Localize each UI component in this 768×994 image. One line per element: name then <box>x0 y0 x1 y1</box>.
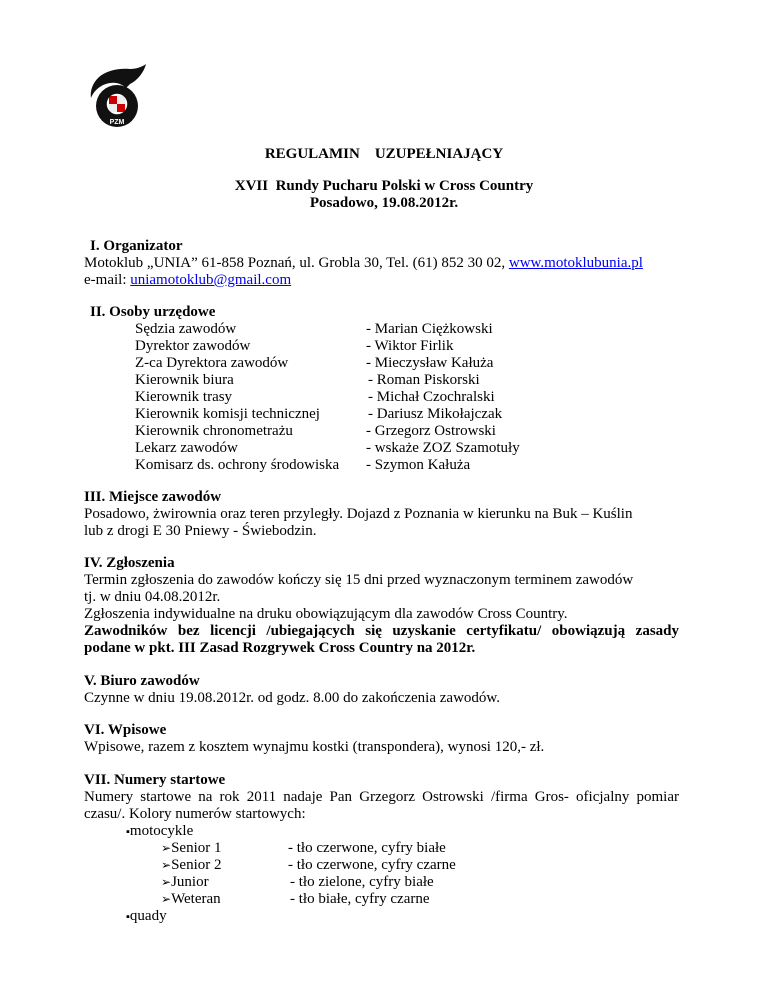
arrow-bullet-icon: ➢ <box>161 858 172 872</box>
document-title: REGULAMIN UZUPEŁNIAJĄCY <box>264 146 504 162</box>
class-item <box>161 891 221 908</box>
class-colors: - tło czerwone, cyfry białe <box>288 840 446 856</box>
official-role: Komisarz ds. ochrony środowiska <box>135 457 340 473</box>
square-bullet-icon: ▪ <box>126 911 130 923</box>
class-item <box>161 840 221 857</box>
official-role: Dyrektor zawodów <box>135 338 251 354</box>
class-item <box>161 857 221 874</box>
square-bullet-icon: ▪ <box>126 826 130 838</box>
document-subtitle: XVII Rundy Pucharu Polski w Cross Country <box>234 178 534 194</box>
section-officials-heading: II. Osoby urzędowe <box>90 304 216 320</box>
group-label: quady <box>129 908 167 924</box>
official-name: - Michał Czochralski <box>368 389 495 405</box>
official-role: Lekarz zawodów <box>135 440 238 456</box>
section-numbers-heading: VII. Numery startowe <box>84 772 226 788</box>
entries-bold-line: podane w pkt. III Zasad Rozgrywek Cross Country na 2012r. <box>84 640 476 656</box>
official-name: - Grzegorz Ostrowski <box>366 423 496 439</box>
class-colors: - tło białe, cyfry czarne <box>290 891 430 907</box>
group-label: motocykle <box>129 823 194 839</box>
arrow-bullet-icon: ➢ <box>161 841 172 855</box>
class-colors: - tło czerwone, cyfry czarne <box>288 857 456 873</box>
official-role: Kierownik biura <box>135 372 234 388</box>
official-name: - Dariusz Mikołajczak <box>368 406 503 422</box>
organizer-address-text: Motoklub „UNIA” 61-858 Poznań, ul. Grobla 30, Tel. (61) 852 30 02, <box>84 255 509 271</box>
section-organizer-heading: I. Organizator <box>90 238 183 254</box>
office-text-line: Czynne w dniu 19.08.2012r. od godz. 8.00 do zakończenia zawodów. <box>84 690 501 706</box>
section-venue-heading: III. Miejsce zawodów <box>84 489 222 505</box>
numbers-text-line: Numery startowe na rok 2011 nadaje Pan Grzegorz Ostrowski /firma Gros- oficjalny pomiar <box>84 789 679 805</box>
official-name: - Szymon Kałuża <box>366 457 471 473</box>
organizer-email-label: e-mail: <box>84 272 131 288</box>
class-name: Junior <box>171 874 209 890</box>
class-colors: - tło zielone, cyfry białe <box>290 874 434 890</box>
entries-text-line: Zgłoszenia indywidualne na druku obowiązującym dla zawodów Cross Country. <box>84 606 568 622</box>
venue-text-line: lub z drogi E 30 Pniewy - Świebodzin. <box>84 523 317 539</box>
entries-text-line: tj. w dniu 04.08.2012r. <box>84 589 221 605</box>
official-name: - Wiktor Firlik <box>366 338 454 354</box>
section-entries-heading: IV. Zgłoszenia <box>84 555 175 571</box>
official-role: Sędzia zawodów <box>135 321 237 337</box>
list-item-motorcycles <box>126 823 193 841</box>
list-item-quads <box>126 908 167 926</box>
venue-text-line: Posadowo, żwirownia oraz teren przyległy. Dojazd z Poznania w kierunku na Buk – Kuślin <box>84 506 633 522</box>
class-name: Senior 1 <box>171 840 222 856</box>
section-office-heading: V. Biuro zawodów <box>84 673 200 689</box>
official-role: Kierownik chronometrażu <box>135 423 293 439</box>
entries-bold-line: Zawodników bez licencji /ubiegających się uzyskanie certyfikatu/ obowiązują zasady <box>84 623 679 639</box>
fee-text-line: Wpisowe, razem z kosztem wynajmu kostki (transpondera), wynosi 120,- zł. <box>84 739 545 755</box>
official-role: Kierownik komisji technicznej <box>135 406 320 422</box>
organizer-email-link[interactable]: uniamotoklub@gmail.com <box>130 272 292 288</box>
arrow-bullet-icon: ➢ <box>161 875 172 889</box>
class-name: Weteran <box>171 891 221 907</box>
class-item <box>161 874 209 891</box>
document-place-date: Posadowo, 19.08.2012r. <box>309 195 459 211</box>
official-name: - Marian Ciężkowski <box>366 321 493 337</box>
organizer-email-line <box>84 272 291 289</box>
arrow-bullet-icon: ➢ <box>161 892 172 906</box>
numbers-text-line: czasu/. Kolory numerów startowych: <box>84 806 306 822</box>
section-fee-heading: VI. Wpisowe <box>84 722 167 738</box>
class-name: Senior 2 <box>171 857 222 873</box>
logo-text: PZM <box>109 119 125 126</box>
official-name: - Roman Piskorski <box>368 372 480 388</box>
pzm-logo <box>86 62 148 132</box>
official-name: - wskaże ZOZ Szamotuły <box>366 440 520 456</box>
organizer-address-line <box>84 255 643 272</box>
official-role: Kierownik trasy <box>135 389 233 405</box>
official-role: Z-ca Dyrektora zawodów <box>135 355 289 371</box>
official-name: - Mieczysław Kałuża <box>366 355 494 371</box>
entries-text-line: Termin zgłoszenia do zawodów kończy się 15 dni przed wyznaczonym terminem zawodów <box>84 572 634 588</box>
organizer-website-link[interactable]: www.motoklubunia.pl <box>508 255 643 271</box>
